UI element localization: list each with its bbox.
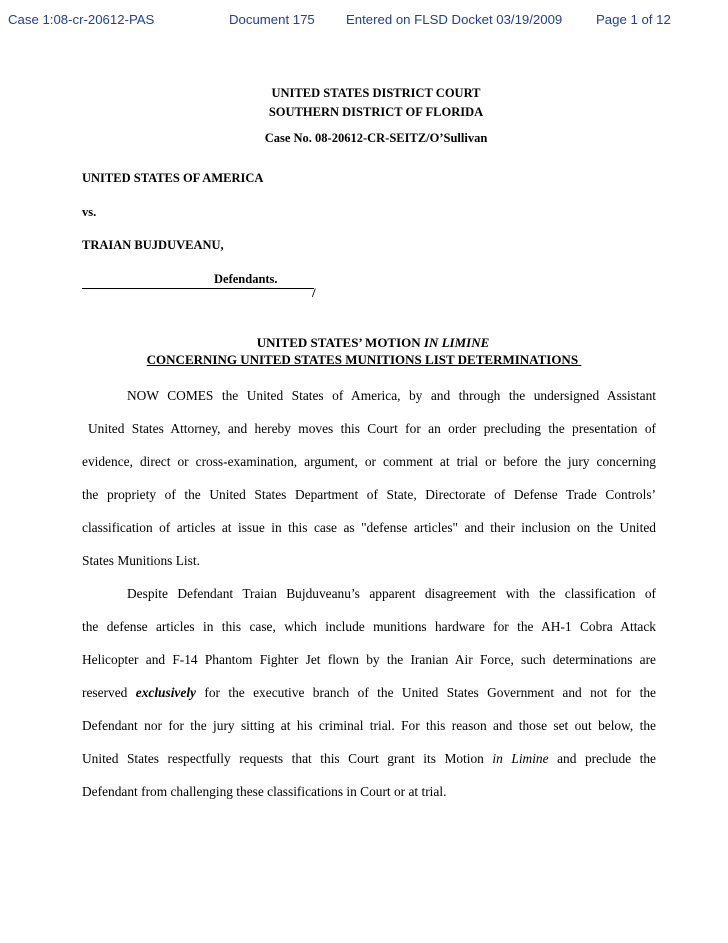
paragraph-2-line: the defense articles in this case, which include munitions hardware for the AH-1 Cobra Attack [82,619,656,634]
paragraph-2-text: for the executive branch of the United States Government and not for the [195,685,656,700]
paragraph-1-line: evidence, direct or cross-examination, argument, or comment at trial or before the jury concerning [82,454,656,469]
paragraph-2-line [82,685,656,705]
paragraph-2-text: United States respectfully requests that this Court grant its Motion [82,751,493,766]
emphasis-exclusively: exclusively [135,685,196,700]
paragraph-1-line: NOW COMES the United States of America, by and through the undersigned Assistant [127,388,656,403]
paragraph-1-line: the propriety of the United States Department of State, Directorate of Defense Trade Controls’ [82,487,656,502]
plaintiff-name: UNITED STATES OF AMERICA [82,171,264,185]
paragraph-2-text: and preclude the [548,751,656,766]
paragraph-2-line: Helicopter and F-14 Phantom Fighter Jet flown by the Iranian Air Force, such determinations are [82,652,656,667]
defendants-label: Defendants. [214,272,278,286]
versus-label: vs. [82,205,97,219]
court-district: SOUTHERN DISTRICT OF FLORIDA [268,105,484,119]
paragraph-2-line: Defendant from challenging these classifications in Court or at trial. [82,784,447,799]
paragraph-1-line: United States Attorney, and hereby moves this Court for an order precluding the presentation of [88,421,656,436]
court-name: UNITED STATES DISTRICT COURT [271,86,481,100]
caption-rule [82,288,314,289]
header-entered-date: Entered on FLSD Docket 03/19/2009 [346,12,563,27]
motion-title-prefix: UNITED STATES’ MOTION [256,335,424,350]
docket-header [0,12,728,32]
paragraph-2-line: Defendant nor for the jury sitting at his criminal trial. For this reason and those set out below, the [82,718,656,733]
motion-title-italic: IN LIMINE [423,335,490,350]
header-document-number: Document 175 [229,12,315,27]
caption-slash: / [312,285,316,300]
header-case-number: Case 1:08-cr-20612-PAS [8,12,155,27]
emphasis-in-limine: in Limine [492,751,549,766]
header-page-number: Page 1 of 12 [596,12,671,27]
paragraph-2-text: reserved [82,685,136,700]
motion-subtitle: CONCERNING UNITED STATES MUNITIONS LIST DETERMINATIONS [146,352,582,367]
motion-title [0,334,728,368]
paragraph-2-line [82,751,656,771]
paragraph-1-line: classification of articles at issue in this case as "defense articles" and their inclusion on the United [82,520,656,535]
court-heading [0,84,728,148]
motion-title-line [0,334,728,351]
case-number: Case No. 08-20612-CR-SEITZ/O’Sullivan [264,131,488,145]
paragraph-1-line: States Munitions List. [82,553,200,568]
paragraph-2-line: Despite Defendant Traian Bujduveanu’s apparent disagreement with the classification of [127,586,656,601]
defendant-name: TRAIAN BUJDUVEANU, [82,238,224,252]
